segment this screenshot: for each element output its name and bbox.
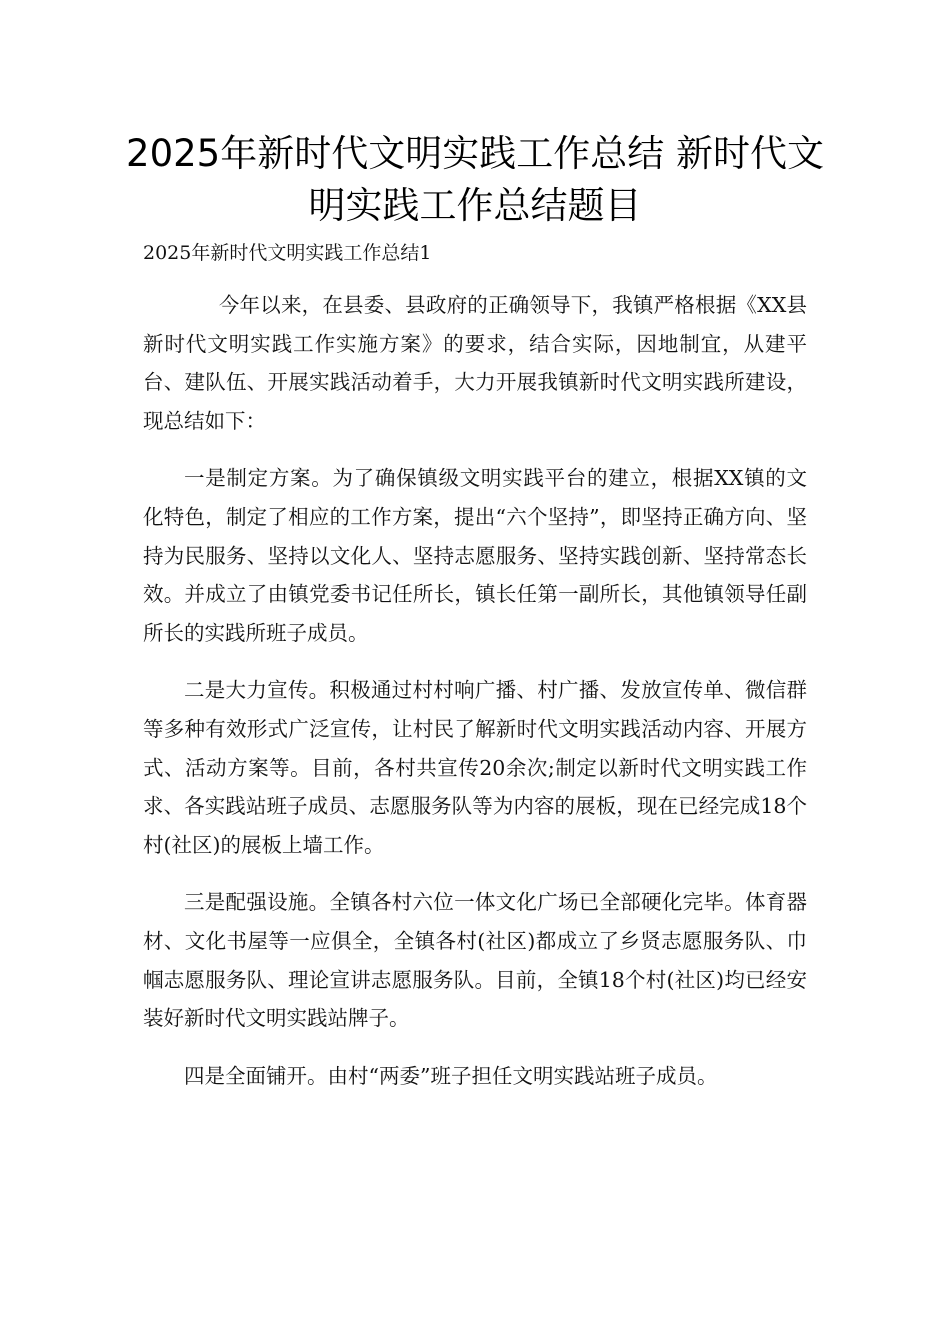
document-body (143, 286, 807, 1114)
document-subtitle: 2025年新时代文明实践工作总结1 (143, 242, 432, 264)
paragraph-rollout: 四是全面铺开。由村“两委”班子担任文明实践站班子成员。 (184, 1063, 718, 1088)
paragraph-intro: 今年以来，在县委、县政府的正确领导下，我镇严格根据《XX县新时代文明实践工作实施方案》的要求，结合实际，因地制宜，从建平台、建队伍、开展实践活动着手，大力开展我镇新时代文明实践所建设，现总结如下： (143, 293, 807, 433)
paragraph-facilities: 三是配强设施。全镇各村六位一体文化广场已全部硬化完毕。体育器材、文化书屋等一应俱全，全镇各村(社区)都成立了乡贤志愿服务队、巾帼志愿服务队、理论宣讲志愿服务队。目前，全镇18个村(社区)均已经安装好新时代文明实践站牌子。 (143, 890, 807, 1031)
paragraph-publicity: 二是大力宣传。积极通过村村响广播、村广播、发放宣传单、微信群等多种有效形式广泛宣传，让村民了解新时代文明实践活动内容、开展方式、活动方案等。目前，各村共宣传20余次;制定以新时代文明实践工作求、各实践站班子成员、志愿服务队等为内容的展板，现在已经完成18个村(社区)的展板上墙工作。 (143, 678, 807, 857)
document-title: 2025年新时代文明实践工作总结 新时代文明实践工作总结题目 (126, 132, 824, 227)
paragraph-plan: 一是制定方案。为了确保镇级文明实践平台的建立，根据XX镇的文化特色，制定了相应的工作方案，提出“六个坚持”，即坚持正确方向、坚持为民服务、坚持以文化人、坚持志愿服务、坚持实践创新、坚持常态长效。并成立了由镇党委书记任所长，镇长任第一副所长，其他镇领导任副所长的实践所班子成员。 (143, 466, 807, 645)
